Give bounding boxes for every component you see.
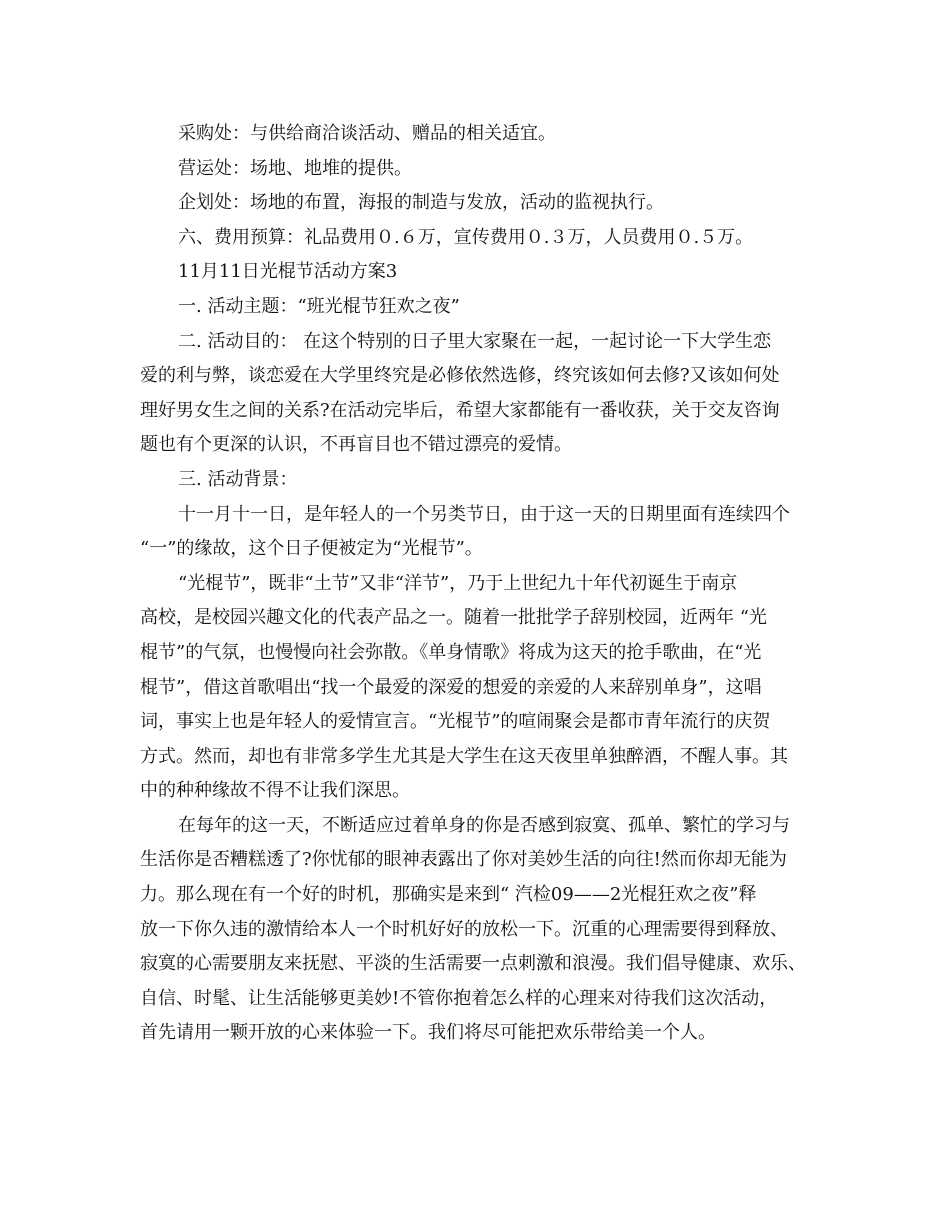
text-line: “光棍节”，既非“土节”又非“洋节”，乃于上世纪九十年代初诞生于南京 [178, 572, 738, 594]
text-line: 在每年的这一天，不断适应过着单身的你是否感到寂寞、孤单、繁忙的学习与 [178, 814, 790, 836]
text-line: 企划处：场地的布置，海报的制造与发放，活动的监视执行。 [178, 192, 664, 214]
text-line: 理好男女生之间的关系?在活动完毕后，希望大家都能有一番收获，关于交友咨询 [140, 399, 780, 421]
text-line: 力。那么现在有一个好的时机，那确实是来到“ 汽检09——2光棍狂欢之夜”释 [140, 884, 757, 906]
text-line: “一”的缘故，这个日子便被定为“光棍节”。 [140, 538, 483, 560]
text-line: 棍节”，借这首歌唱出“找一个最爱的深爱的想爱的亲爱的人来辞别单身”，这唱 [140, 676, 762, 698]
section-heading: 11月11日光棍节活动方案3 [178, 261, 398, 283]
text-line: 二. 活动目的： 在这个特别的日子里大家聚在一起，一起讨论一下大学生恋 [178, 330, 772, 352]
text-line: 一. 活动主题：“班光棍节狂欢之夜” [178, 295, 460, 317]
text-line: 高校，是校园兴趣文化的代表产品之一。随着一批批学子辞别校园，近两年 “光 [140, 607, 767, 629]
text-line: 六、费用预算：礼品费用０.６万，宣传费用０.３万，人员费用０.５万。 [178, 226, 754, 248]
text-line: 营运处：场地、地堆的提供。 [178, 157, 412, 179]
text-line: 题也有个更深的认识，不再盲目也不错过漂亮的爱情。 [140, 434, 572, 456]
text-line: 棍节”的气氛，也慢慢向社会弥散。《单身情歌》将成为这天的抢手歌曲，在“光 [140, 641, 762, 663]
text-line: 方式。然而，却也有非常多学生尤其是大学生在这天夜里单独醉酒，不醒人事。其 [140, 745, 788, 767]
text-line: 爱的利与弊，谈恋爱在大学里终究是必修依然选修，终究该如何去修?又该如何处 [140, 365, 780, 387]
text-line: 十一月十一日，是年轻人的一个另类节日，由于这一天的日期里面有连续四个 [178, 503, 790, 525]
text-line: 寂寞的心需要朋友来抚慰、平淡的生活需要一点刺激和浪漫。我们倡导健康、欢乐、 [140, 953, 806, 975]
text-line: 放一下你久违的激情给本人一个时机好好的放松一下。沉重的心理需要得到释放、 [140, 918, 788, 940]
text-line: 采购处：与供给商洽谈活动、赠品的相关适宜。 [178, 123, 556, 144]
text-line: 三. 活动背景： [178, 468, 298, 490]
text-line: 中的种种缘故不得不让我们深思。 [140, 780, 410, 802]
document-body [140, 117, 820, 1051]
text-line: 词，事实上也是年轻人的爱情宣言。“光棍节”的喧闹聚会是都市青年流行的庆贺 [140, 711, 771, 733]
text-line: 自信、时髦、让生活能够更美妙!不管你抱着怎么样的心理来对待我们这次活动， [140, 987, 778, 1009]
text-line: 生活你是否糟糕透了?你忧郁的眼神表露出了你对美妙生活的向往!然而你却无能为 [140, 849, 787, 871]
text-line: 首先请用一颗开放的心来体验一下。我们将尽可能把欢乐带给美一个人。 [140, 1022, 716, 1044]
